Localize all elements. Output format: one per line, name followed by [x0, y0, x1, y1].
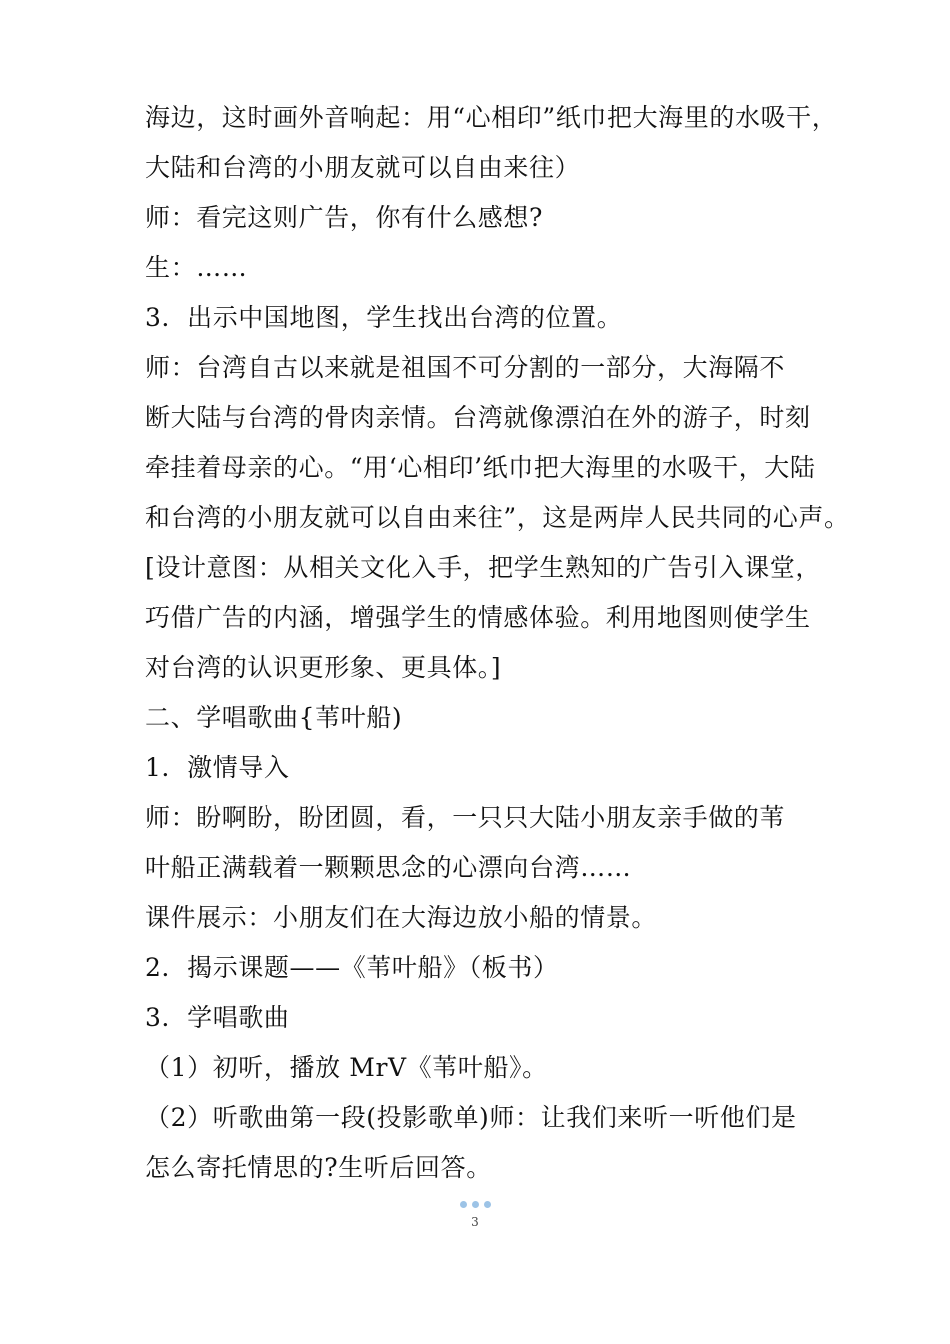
- text-line: 大陆和台湾的小朋友就可以自由来往）: [145, 153, 581, 182]
- text-line: 3．学唱歌曲: [145, 1003, 290, 1032]
- section-heading: 二、学唱歌曲{苇叶船): [145, 703, 403, 732]
- text-line: 师：盼啊盼，盼团圆，看，一只只大陆小朋友亲手做的苇: [145, 803, 786, 832]
- text-line: （2）听歌曲第一段(投影歌单)师：让我们来听一听他们是: [145, 1103, 797, 1132]
- text-line: 断大陆与台湾的骨肉亲情。台湾就像漂泊在外的游子，时刻: [145, 403, 811, 432]
- text-line: 1．激情导入: [145, 753, 290, 782]
- page-number: 3: [471, 1215, 479, 1229]
- text-line: 叶船正满载着一颗颗思念的心漂向台湾……: [145, 853, 632, 882]
- text-line: 牵挂着母亲的心。“用‘心相印’纸巾把大海里的水吸干，大陆: [145, 453, 816, 482]
- text-line: 师：台湾自古以来就是祖国不可分割的一部分，大海隔不: [145, 353, 786, 382]
- text-line: 和台湾的小朋友就可以自由来往”，这是两岸人民共同的心声。: [145, 503, 850, 532]
- text-line: 对台湾的认识更形象、更具体。]: [145, 653, 502, 682]
- text-line: 海边，这时画外音响起：用“心相印”纸巾把大海里的水吸干，: [145, 103, 838, 132]
- text-line: 怎么寄托情思的?生听后回答。: [145, 1153, 492, 1182]
- text-line: [设计意图：从相关文化入手，把学生熟知的广告引入课堂，: [145, 553, 821, 582]
- text-line: （1）初听，播放 MrV《苇叶船》。: [145, 1053, 548, 1082]
- text-line: 2．揭示课题——《苇叶船》（板书）: [145, 953, 559, 982]
- text-line: 巧借广告的内涵，增强学生的情感体验。利用地图则使学生: [145, 603, 811, 632]
- text-line: 师：看完这则广告，你有什么感想?: [145, 203, 544, 232]
- footer-dots-icon: [452, 1201, 498, 1211]
- text-line: 3．出示中国地图，学生找出台湾的位置。: [145, 303, 623, 332]
- text-line: 生：……: [145, 253, 248, 282]
- text-line: 课件展示：小朋友们在大海边放小船的情景。: [145, 903, 658, 932]
